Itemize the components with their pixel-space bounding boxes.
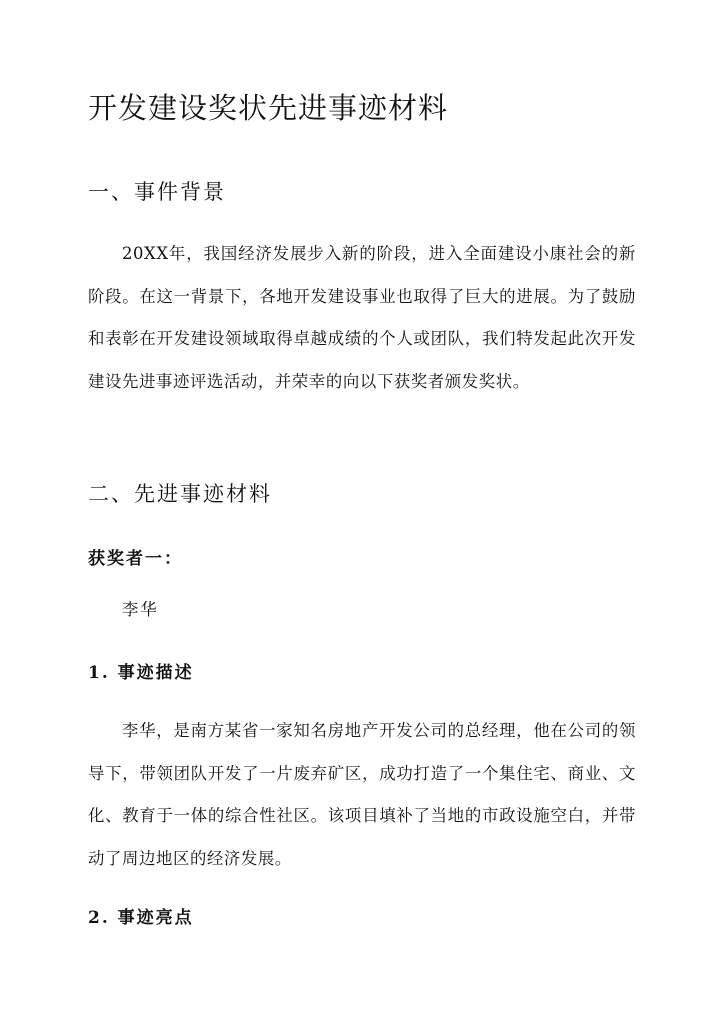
description-paragraph: 李华，是南方某省一家知名房地产开发公司的总经理，他在公司的领导下，带领团队开发了一片废弃矿区，成功打造了一个集住宅、商业、文化、教育于一体的综合性社区。该项目填补了当地的市政设施空白，并带动了周边地区的经济发展。: [88, 721, 636, 868]
background-paragraph: 20XX年，我国经济发展步入新的阶段，进入全面建设小康社会的新阶段。在这一背景下，各地开发建设事业也取得了巨大的进展。为了鼓励和表彰在开发建设领域取得卓越成绩的个人或团队，我们特发起此次开发建设先进事迹评选活动，并荣幸的向以下获奖者颁发奖状。: [88, 244, 636, 391]
section-heading-background: 一、事件背景: [88, 180, 226, 204]
subheading-highlights: 2. 事迹亮点: [88, 908, 194, 928]
awardee-label: 获奖者一：: [88, 549, 183, 569]
awardee-name: 李华: [122, 600, 159, 619]
subheading-description: 1. 事迹描述: [88, 663, 194, 683]
document-title: 开发建设奖状先进事迹材料: [88, 91, 449, 125]
section-heading-deeds: 二、先进事迹材料: [88, 482, 272, 506]
